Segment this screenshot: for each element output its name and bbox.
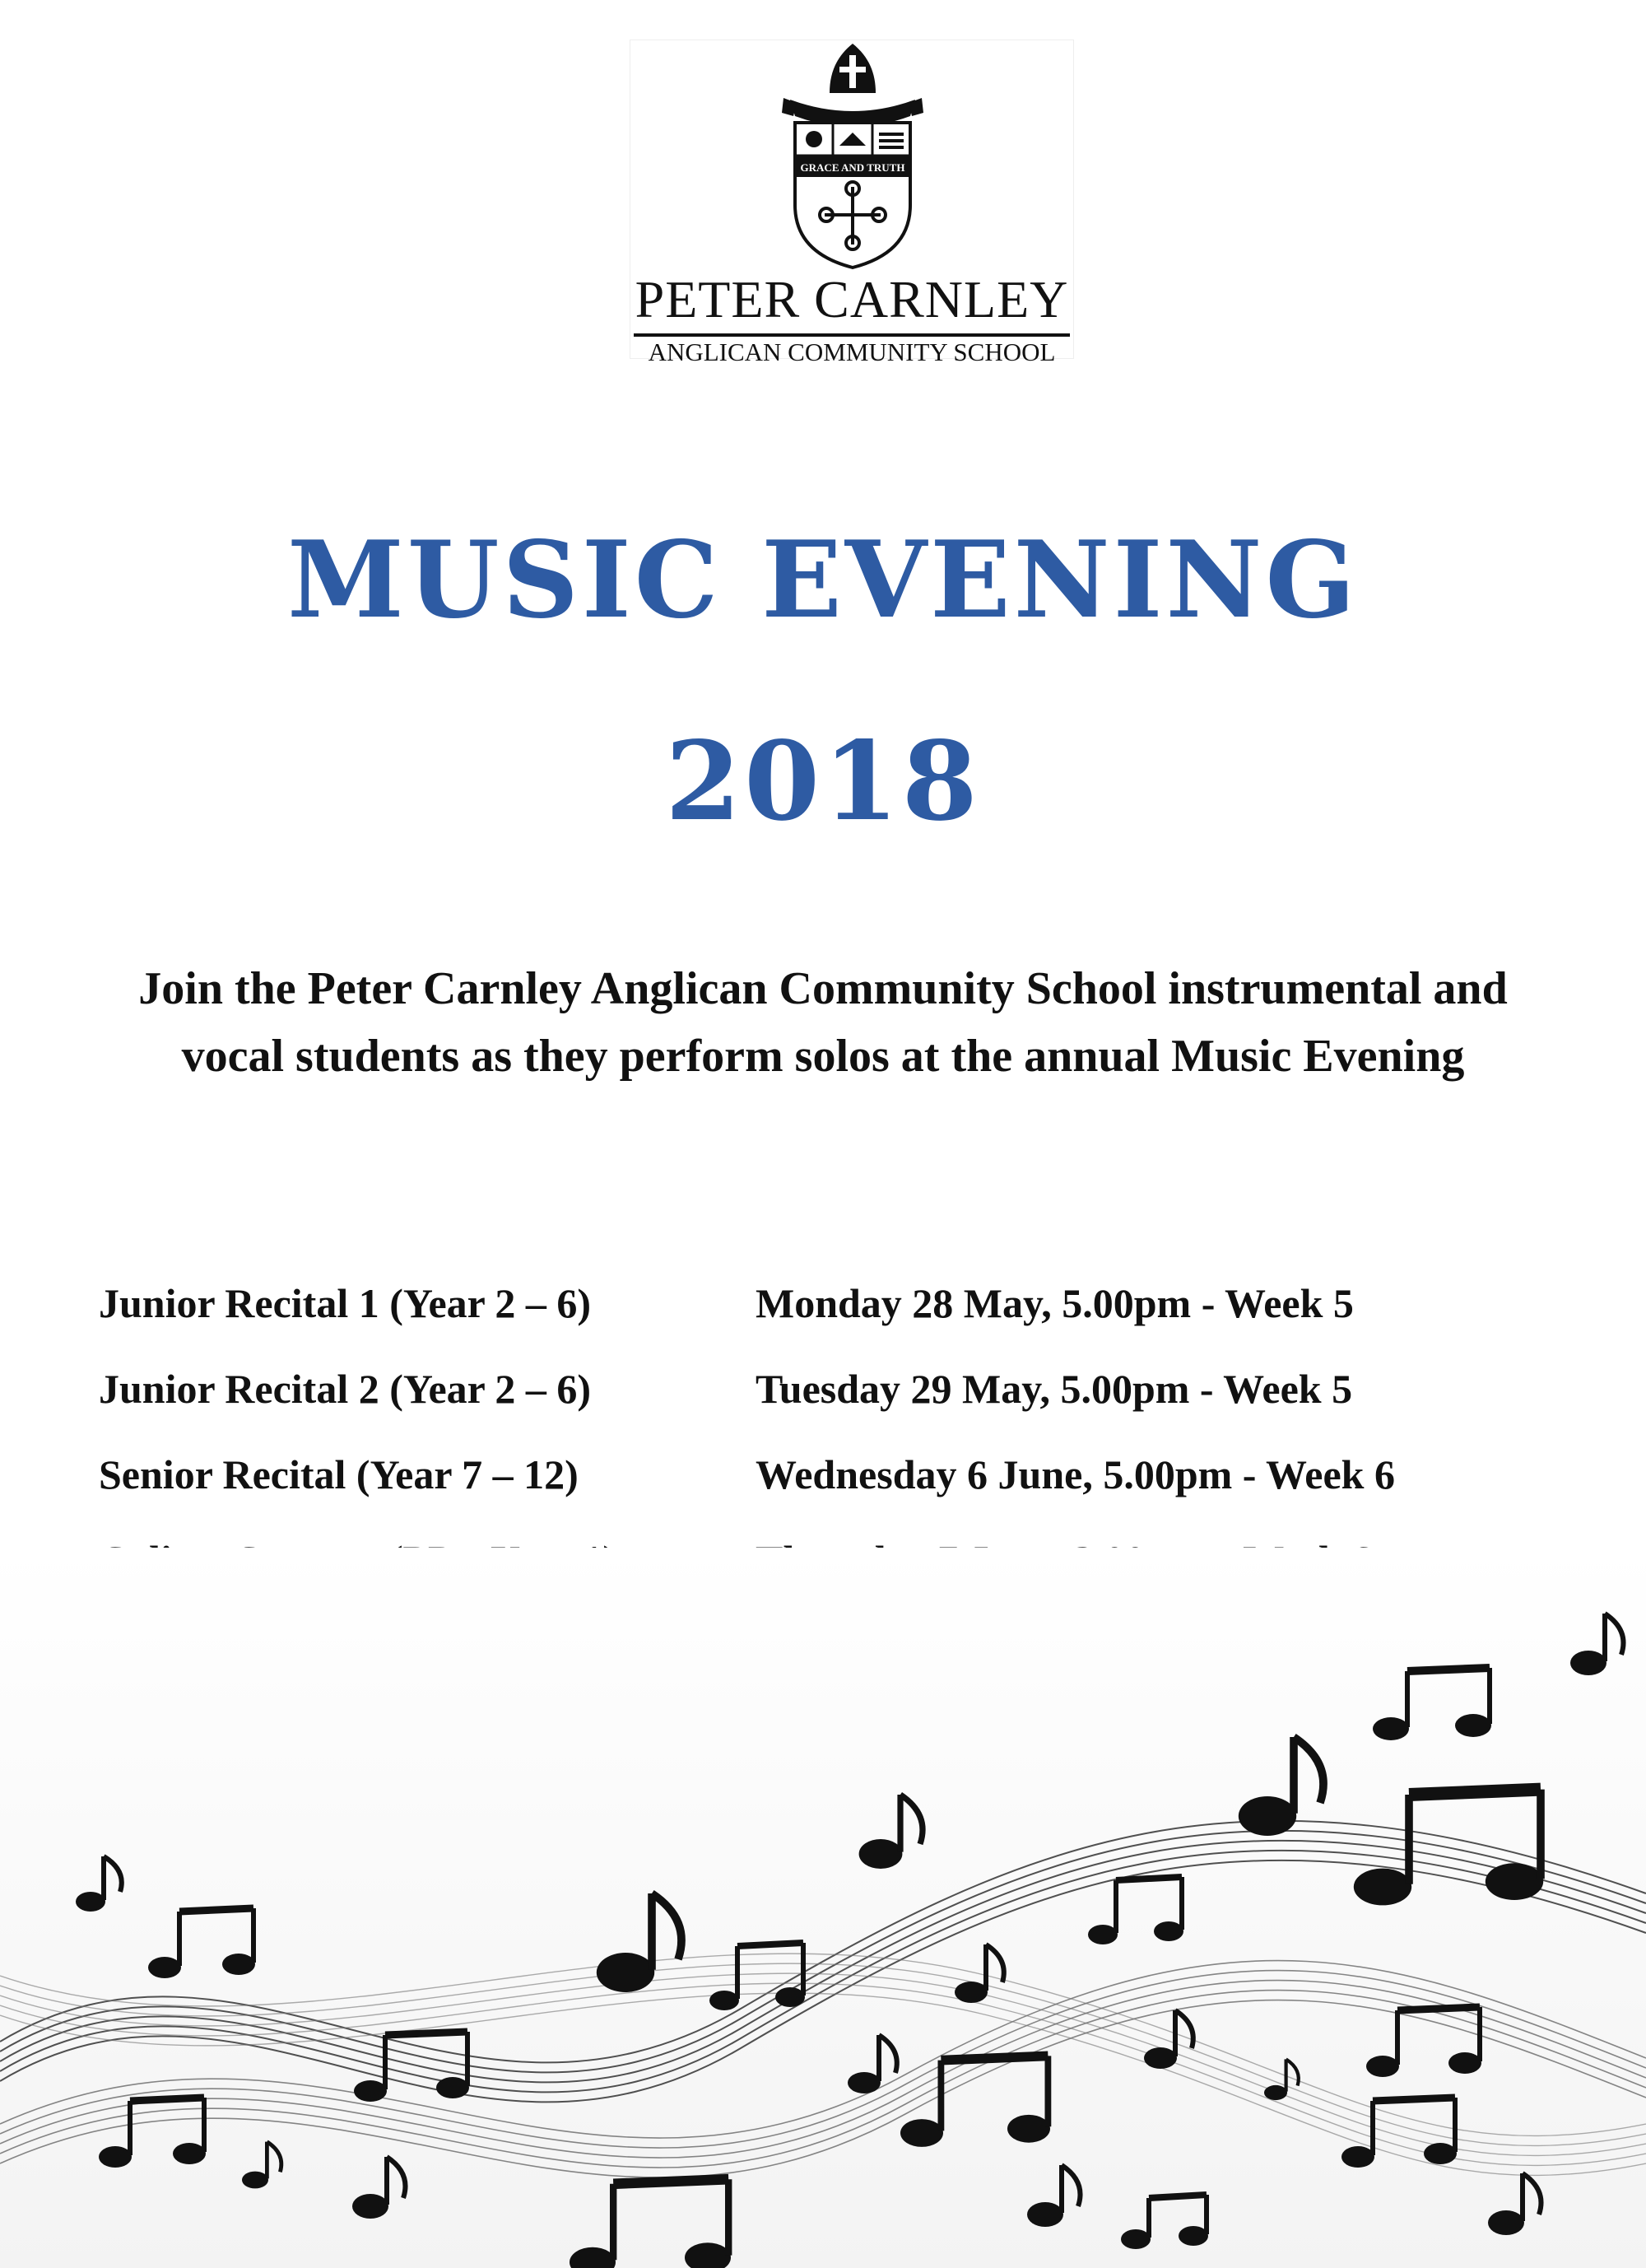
schedule-row [99, 1446, 1564, 1531]
schedule-event: Senior Recital (Year 7 – 12) [99, 1451, 579, 1497]
school-name: PETER CARNLEY [635, 270, 1069, 328]
schedule-time: Monday 28 May, 5.00pm - Week 5 [756, 1280, 1354, 1326]
schedule-time: Tuesday 29 May, 5.00pm - Week 5 [756, 1366, 1353, 1412]
school-logo [630, 40, 1074, 366]
schedule-row [99, 1360, 1564, 1446]
crest-motto: GRACE AND TRUTH [800, 161, 905, 174]
event-title: MUSIC EVENING [287, 519, 1359, 642]
schedule-time: Wednesday 6 June, 5.00pm - Week 6 [756, 1451, 1395, 1497]
schedule-row [99, 1274, 1564, 1360]
schedule-event: Junior Recital 1 (Year 2 – 6) [99, 1280, 592, 1326]
intro-text: Join the Peter Carnley Anglican Community School instrumental and vocal students as they perform solos at the annual Music Evening [138, 963, 1508, 1082]
schedule-event: Junior Recital 2 (Year 2 – 6) [99, 1366, 592, 1412]
school-subtitle: ANGLICAN COMMUNITY SCHOOL [648, 338, 1056, 366]
music-notes-icon [0, 1548, 1646, 2268]
school-crest-icon [779, 40, 927, 271]
event-year: 2018 [665, 718, 981, 845]
logo-divider [634, 333, 1070, 337]
